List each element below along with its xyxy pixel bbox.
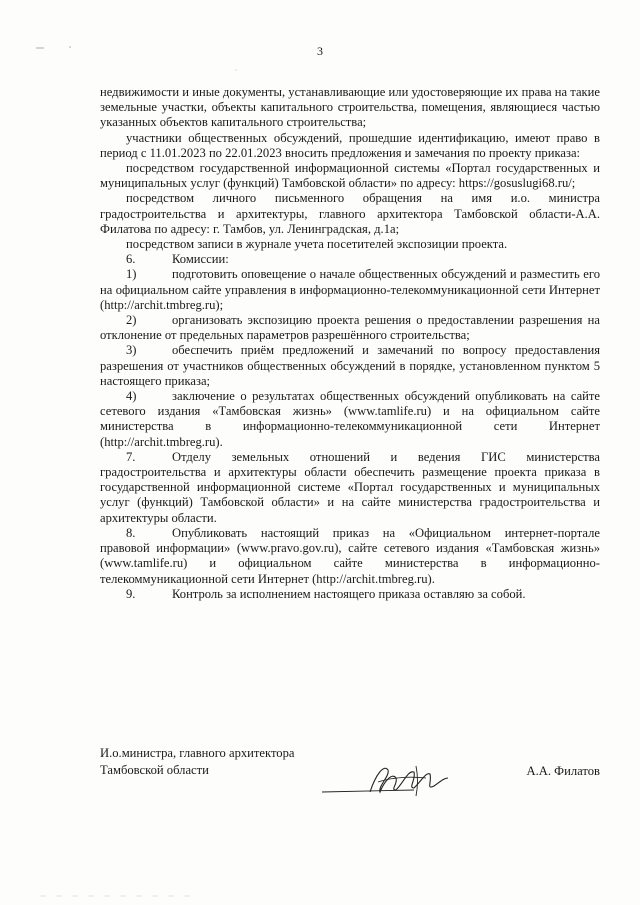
paragraph-number: 3) xyxy=(126,343,137,358)
numbered-paragraph xyxy=(100,526,600,587)
paragraph-text: заключение о результатах общественных обсуждений опубликовать на сайте сетевого издания «Тамбовская жизнь» (www.tamlife.ru) и на официальном сайте министерства в информационно-телекоммуникационной сети Интернет (http://archit.tmbreg.ru). xyxy=(100,389,600,449)
signatory-title-line1: И.о.министра, главного архитектора xyxy=(100,746,295,760)
numbered-paragraph xyxy=(100,313,600,343)
paragraph-number: 7. xyxy=(126,449,136,464)
paragraph-text: Отделу земельных отношений и ведения ГИС министерства градостроительства и архитектуры области обеспечить размещение проекта приказа в государственной информационной системе «Портал государственных и муниципальных услуг (функций) Тамбовской области» и на сайте министерства градостроительства и архитектуры области. xyxy=(100,449,600,525)
handwritten-signature xyxy=(318,752,468,812)
paragraph xyxy=(100,237,600,252)
paragraph-text: подготовить оповещение о начале общественных обсуждений и разместить его на официальном сайте управления в информационно-телекоммуникационной сети Интернет (http://archit.tmbreg.ru); xyxy=(100,267,600,312)
numbered-paragraph xyxy=(100,587,600,602)
signatory-name: А.А. Филатов xyxy=(526,764,600,778)
numbered-paragraph xyxy=(100,252,600,267)
document-body xyxy=(100,85,600,602)
paragraph-text: участники общественных обсуждений, прошедшие идентификацию, имеют право в период с 11.01.2023 по 22.01.2023 вносить предложения и замечания по проекту приказа: xyxy=(100,130,600,160)
paragraph-text: посредством государственной информационной системы «Портал государственных и муниципальных услуг (функций) Тамбовской области» по адресу: https://gosuslugi68.ru/; xyxy=(100,161,600,191)
paragraph-text: недвижимости и иные документы, устанавливающие или удостоверяющие их права на такие земельные участки, объекты капитального строительства, помещения, являющиеся частью указанных объектов капитального строительства; xyxy=(100,85,600,130)
numbered-paragraph xyxy=(100,389,600,450)
paragraph-text: посредством записи в журнале учета посетителей экспозиции проекта. xyxy=(126,237,508,252)
paragraph-number: 1) xyxy=(126,267,137,282)
paragraph xyxy=(100,161,600,191)
paragraph-text: посредством личного письменного обращения на имя и.о. министра градостроительства и архитектуры, главного архитектора Тамбовской области-А.А. Филатова по адресу: г. Тамбов, ул. Ленинградская, д.1а; xyxy=(100,191,600,236)
paragraph xyxy=(100,191,600,237)
paragraph-text: Комиссии: xyxy=(172,252,229,267)
numbered-paragraph xyxy=(100,267,600,313)
paragraph xyxy=(100,85,600,131)
page-number: 3 xyxy=(317,44,323,58)
paragraph-number: 9. xyxy=(126,586,136,601)
paragraph-number: 6. xyxy=(126,252,136,267)
paragraph-number: 2) xyxy=(126,313,137,328)
paragraph xyxy=(100,131,600,161)
paragraph-text: Опубликовать настоящий приказ на «Официальном интернет-портале правовой информации» (www.pravo.gov.ru), сайте сетевого издания «Тамбовская жизнь» (www.tamlife.ru) и официальном сайте министерства в информационно-телекоммуникационной сети Интернет (http://archit.tmbreg.ru). xyxy=(100,525,600,586)
numbered-paragraph xyxy=(100,450,600,526)
numbered-paragraph xyxy=(100,343,600,389)
paragraph-text: Контроль за исполнением настоящего приказа оставляю за собой. xyxy=(172,586,526,601)
signatory-title xyxy=(100,745,294,779)
signatory-title-line2: Тамбовской области xyxy=(100,763,209,777)
paragraph-number: 8. xyxy=(126,525,136,540)
paragraph-number: 4) xyxy=(126,389,137,404)
paragraph-text: организовать экспозицию проекта решения о предоставлении разрешения на отклонение от предельных параметров разрешённого строительства; xyxy=(100,313,600,343)
paragraph-text: обеспечить приём предложений и замечаний по вопросу предоставления разрешения от участников общественных обсуждений в порядке, установленном пунктом 5 настоящего приказа; xyxy=(100,343,600,388)
